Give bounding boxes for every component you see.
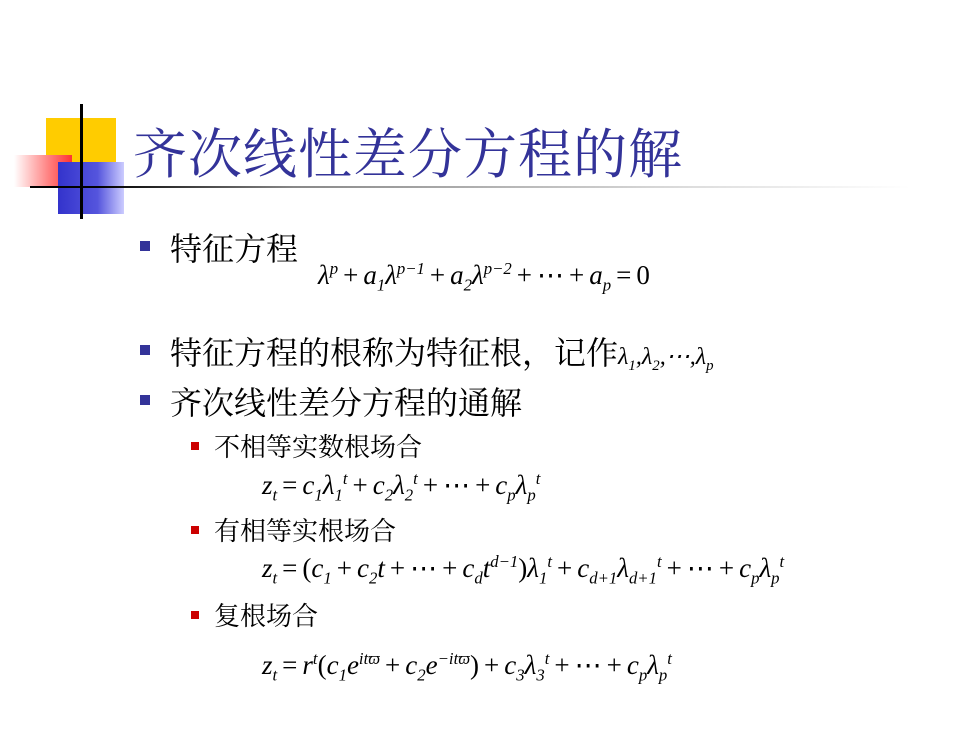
- slide-title: 齐次线性差分方程的解: [133, 123, 683, 186]
- sub-bullet-square-icon: [191, 526, 199, 534]
- bullet-square-icon: [140, 241, 150, 251]
- title-decoration-blue-square: [58, 162, 124, 214]
- bullet-characteristic-equation: 特征方程: [170, 230, 299, 268]
- subbullet-complex-roots: 复根场合: [214, 602, 319, 632]
- bullet-square-icon: [140, 345, 150, 355]
- bullet-characteristic-roots-text: 特征方程的根称为特征根，记作: [170, 334, 619, 372]
- complex-roots-formula: $z_t = r^t(c_1e^{itϖ} + c_2e^{-itϖ}) + c_3\lambda_3^t$ + ⋯ + $c_p\lambda_p^t$: [262, 649, 672, 685]
- subbullet-repeated-real-roots: 有相等实根场合: [214, 517, 397, 547]
- distinct-roots-formula: $z_t = c_1\lambda_1^t + c_2\lambda_2^t$ + ⋯ + $c_p\lambda_p^t$: [262, 469, 541, 505]
- repeated-roots-formula: $z_t = (c_1 + c_2t$ + ⋯ + $c_dt^{d-1})\lambda_1^t + c_{d+1}\lambda_{d+1}^t$ + ⋯ + $c_p\lambda_p^t$: [262, 552, 785, 588]
- bullet-square-icon: [140, 395, 150, 405]
- bullet-characteristic-roots: [170, 328, 714, 374]
- sub-bullet-square-icon: [191, 611, 199, 619]
- title-decoration-vertical-line: [80, 104, 83, 219]
- bullet-general-solution: 齐次线性差分方程的通解: [170, 384, 523, 422]
- subbullet-distinct-real-roots: 不相等实数根场合: [214, 433, 423, 463]
- characteristic-equation-formula: $\lambda^p + a_1\lambda^{p-1} + a_2\lambda^{p-2}$ + ⋯ + $a_p = 0$: [318, 259, 650, 295]
- characteristic-roots-notation: $\lambda_1,\lambda_2,\cdots,\lambda_p$: [618, 344, 714, 374]
- sub-bullet-square-icon: [191, 442, 199, 450]
